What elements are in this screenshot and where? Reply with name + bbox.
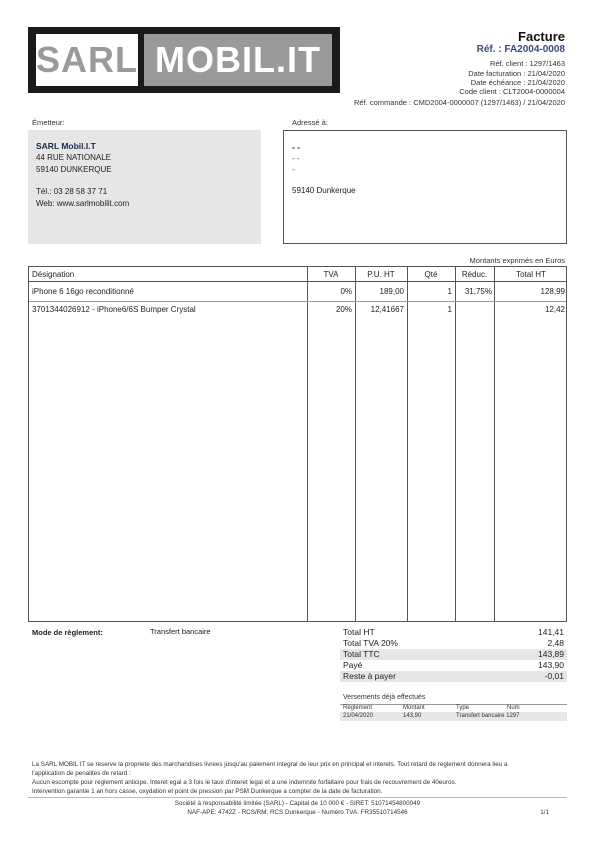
row1-pu: 189,00 xyxy=(379,287,404,296)
versements-montant: 143,90 xyxy=(403,713,422,719)
versements-type: Transfert bancaire 1297 xyxy=(456,713,520,719)
invoice-ref: Réf. : FA2004-0008 xyxy=(476,44,565,55)
currency-note: Montants exprimés en Euros xyxy=(469,256,565,265)
row1-tva: 0% xyxy=(340,287,352,296)
invoice-title: Facture xyxy=(518,29,565,44)
total-ht-value: 141,41 xyxy=(538,627,564,637)
table-header-row xyxy=(29,267,566,282)
recipient-city: 59140 Dunkerque xyxy=(292,186,356,195)
total-tva-row xyxy=(340,638,567,649)
remaining-row xyxy=(340,671,567,682)
column-divider xyxy=(307,267,308,621)
client-ref: Réf. client : 1297/1463 xyxy=(489,59,565,68)
column-divider xyxy=(355,267,356,621)
versements-reglement: 21/04/2020 xyxy=(343,713,374,719)
payment-mode-label: Mode de règlement: xyxy=(32,628,103,637)
col-total: Total HT xyxy=(516,270,546,279)
page-number: 1/1 xyxy=(540,809,549,816)
column-divider xyxy=(407,267,408,621)
payment-mode-value: Transfert bancaire xyxy=(150,627,211,636)
logo-text-sarl: SARL xyxy=(36,34,138,86)
code-client: Code client : CLT2004-0000004 xyxy=(459,87,565,96)
column-divider xyxy=(455,267,456,621)
total-ht-row xyxy=(340,627,567,638)
row1-total: 128,99 xyxy=(540,287,565,296)
sender-address1: 44 RUE NATIONALE xyxy=(36,153,111,162)
footer-line-2: NAF-APE: 4742Z - RCS/RM: RCS Dunkerque - Numéro TVA: FR35510714546 xyxy=(187,809,408,816)
legal-line-4: Intervention garantie 1 an hors casse, oxydation et point de pression par PSM Dunkerque a compter de la date de facturation. xyxy=(32,788,383,795)
row1-qty: 1 xyxy=(447,287,452,296)
row2-total: 12,42 xyxy=(544,305,565,314)
versements-row xyxy=(340,712,567,721)
versements-col-montant: Montant xyxy=(403,705,425,711)
paid-row xyxy=(340,660,567,671)
recipient-label: Adressé à: xyxy=(292,118,328,127)
remaining-value: -0,01 xyxy=(544,671,564,681)
order-ref: Réf. commande : CMD2004-0000007 (1297/1463) / 21/04/2020 xyxy=(354,98,565,107)
total-ttc-row xyxy=(340,649,567,660)
sender-tel: Tél.: 03 28 58 37 71 xyxy=(36,187,108,196)
sender-box xyxy=(28,130,261,244)
sender-name: SARL Mobil.I.T xyxy=(36,141,96,151)
versements-title: Versements déjà effectués xyxy=(343,694,426,701)
legal-line-3: Aucun escompte pour reglement anticipe. Interet egal a 3 fois le taux d'interet legal et a une indemnite forfaitaire pour frais de recouvrement de 40euros. xyxy=(32,779,457,786)
col-tva: TVA xyxy=(323,270,339,279)
versements-col-num: Num xyxy=(507,705,520,711)
items-table xyxy=(28,266,567,622)
footer-line-1: Société à responsabilité limitée (SARL) - Capital de 10 000 € - SIRET: 51071454800049 xyxy=(174,800,421,807)
recipient-box xyxy=(283,130,567,244)
paid-value: 143,90 xyxy=(538,660,564,670)
row2-qty: 1 xyxy=(447,305,452,314)
footer-divider xyxy=(28,797,567,798)
row2-designation: 3701344026912 - iPhone6/6S Bumper Crystal xyxy=(32,305,196,314)
total-ht-label: Total HT xyxy=(343,627,375,637)
total-tva-value: 2,48 xyxy=(547,638,564,648)
versements-col-reglement: Règlement xyxy=(343,705,373,711)
date-echeance: Date échéance : 21/04/2020 xyxy=(470,78,565,87)
total-ttc-value: 143,89 xyxy=(538,649,564,659)
remaining-label: Reste à payer xyxy=(343,671,396,681)
sender-label: Émetteur: xyxy=(32,118,65,127)
row2-pu: 12,41667 xyxy=(370,305,404,314)
date-facturation: Date facturation : 21/04/2020 xyxy=(468,69,565,78)
col-pu: P.U. HT xyxy=(367,270,395,279)
paid-label: Payé xyxy=(343,660,363,670)
col-qty: Qté xyxy=(424,270,438,279)
total-ttc-label: Total TTC xyxy=(343,649,380,659)
col-reduc: Réduc. xyxy=(461,270,488,279)
versements-divider xyxy=(340,704,567,705)
recipient-name: - - xyxy=(292,142,301,152)
total-tva-label: Total TVA 20% xyxy=(343,638,398,648)
sender-address2: 59140 DUNKERQUE xyxy=(36,165,112,174)
company-logo xyxy=(28,27,340,93)
versements-col-type: Type xyxy=(456,705,470,711)
sender-web: Web: www.sarlmobilit.com xyxy=(36,199,130,208)
legal-line-1: La SARL MOBIL IT se reserve la propriete des marchandises livrees jusqu'au paiement integral de leur prix en principal et interets. Tout retard de reglement donnera lieu a xyxy=(32,761,508,768)
row1-designation: iPhone 6 16go reconditionné xyxy=(32,287,134,296)
row1-reduc: 31,75% xyxy=(464,287,492,296)
recipient-line2: - xyxy=(292,165,295,174)
col-designation: Désignation xyxy=(32,270,75,279)
column-divider xyxy=(494,267,495,621)
logo-text-mobilit: MOBIL.IT xyxy=(144,34,332,86)
recipient-line1: - - xyxy=(292,154,300,163)
row2-tva: 20% xyxy=(335,305,352,314)
legal-line-2: l'application de penalites de retard : xyxy=(32,770,131,777)
